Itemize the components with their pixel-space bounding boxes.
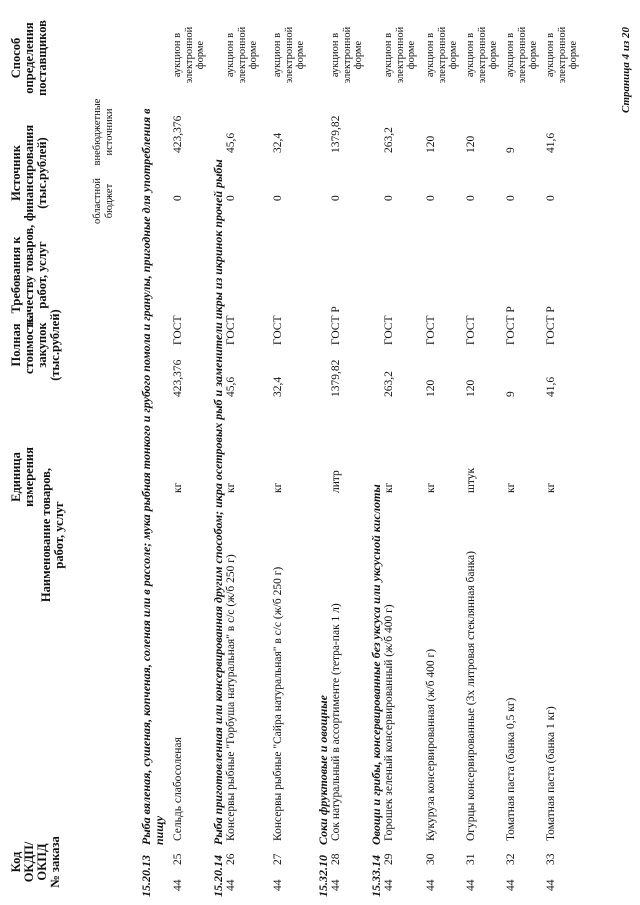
row-unit: кг — [505, 482, 517, 493]
header-unit: Единица измерения — [9, 447, 36, 507]
page-number: Страница 4 из 20 — [620, 26, 632, 113]
row-code-a: 44 — [172, 879, 184, 891]
row-name: Сок натуральный в ассортименте (тетра-пак 1 л) — [330, 603, 342, 841]
row-code-a: 44 — [330, 879, 342, 891]
row-cost: 9 — [505, 391, 517, 397]
row-name: Горошек зеленый консервированный (ж/б 400 г) — [383, 604, 395, 841]
row-code-a: 44 — [383, 879, 395, 891]
header-fin-regional: областной бюджет — [92, 178, 115, 224]
row-req: ГОСТ — [383, 315, 395, 345]
row-code-a: 44 — [272, 879, 284, 891]
row-code-a: 44 — [505, 879, 517, 891]
row-fin-regional: 0 — [383, 195, 395, 201]
section-title: Соки фруктовые и овощные — [316, 695, 330, 845]
row-req: ГОСТ Р — [545, 306, 557, 345]
header-financing: Источник финансирования (тыс.рублей) — [9, 124, 49, 222]
row-fin-extra: 120 — [465, 135, 477, 153]
row-cost: 423,376 — [172, 359, 184, 397]
row-unit: кг — [225, 482, 237, 493]
row-req: ГОСТ — [425, 315, 437, 345]
row-code-b: 26 — [225, 853, 237, 865]
row-fin-regional: 0 — [272, 195, 284, 201]
row-fin-extra: 41,6 — [545, 132, 557, 153]
section-title: Рыба вяленая, сушеная, копченая, соленая или в рассоле; мука рыбная тонкого и грубого помола и гранулы, пригодные для употребления в — [139, 108, 153, 845]
row-code-b: 25 — [172, 853, 184, 865]
section-title-cont: пищу — [152, 815, 166, 845]
row-fin-regional: 0 — [225, 195, 237, 201]
row-method: аукцион в электронной форме — [225, 26, 259, 84]
row-name: Огурцы консервированные (3х литровая стеклянная банка) — [465, 551, 477, 841]
row-code-b: 32 — [505, 853, 517, 865]
row-code-b: 29 — [383, 853, 395, 865]
row-cost: 120 — [465, 379, 477, 397]
row-fin-regional: 0 — [425, 195, 437, 201]
row-fin-extra: 423,376 — [172, 115, 184, 153]
row-code-b: 27 — [272, 853, 284, 865]
row-code-a: 44 — [545, 879, 557, 891]
row-req: ГОСТ — [272, 315, 284, 345]
row-code-a: 44 — [425, 879, 437, 891]
row-req: ГОСТ — [172, 315, 184, 345]
row-cost: 120 — [425, 379, 437, 397]
row-unit: штук — [465, 467, 477, 493]
row-unit: кг — [545, 482, 557, 493]
row-name: Сельдь слабосоленая — [172, 737, 184, 841]
section-title: Рыба приготовленная или консервированная другим способом; икра осетровых рыб и заменители икры из икринок прочей рыбы — [211, 159, 225, 845]
row-method: аукцион в электронной форме — [545, 26, 579, 84]
section-code: 15.20.13 — [139, 855, 153, 897]
row-req: ГОСТ Р — [330, 306, 342, 345]
header-method: Способ определения поставщиков — [9, 20, 49, 96]
row-cost: 45,6 — [225, 376, 237, 397]
section-title: Овощи и грибы, консервированные без уксуса или уксусной кислоты — [369, 484, 383, 845]
row-fin-extra: 9 — [505, 147, 517, 153]
row-req: ГОСТ Р — [505, 306, 517, 345]
row-method: аукцион в электронной форме — [425, 26, 459, 84]
row-method: аукцион в электронной форме — [465, 26, 499, 84]
row-fin-regional: 0 — [172, 195, 184, 201]
row-unit: кг — [383, 482, 395, 493]
row-name: Томатная паста (банка 1 кг) — [545, 706, 557, 841]
row-fin-regional: 0 — [505, 195, 517, 201]
row-code-b: 33 — [545, 853, 557, 865]
row-method: аукцион в электронной форме — [172, 26, 206, 84]
row-cost: 263,2 — [383, 371, 395, 397]
row-method: аукцион в электронной форме — [272, 26, 306, 84]
row-unit: кг — [172, 482, 184, 493]
row-fin-extra: 263,2 — [383, 127, 395, 153]
row-code-b: 28 — [330, 853, 342, 865]
row-req: ГОСТ — [465, 315, 477, 345]
header-fin-extra: внебюджетные источники — [92, 98, 115, 166]
row-cost: 32,4 — [272, 376, 284, 397]
row-req: ГОСТ — [225, 315, 237, 345]
section-code: 15.33.14 — [369, 855, 383, 897]
row-cost: 1379,82 — [330, 359, 342, 397]
header-name: Наименование товаров, работ, услуг — [39, 467, 66, 603]
header-cost: Полная стоимость закупок (тыс.рублей) — [9, 309, 62, 381]
row-unit: кг — [425, 482, 437, 493]
section-code: 15.32.10 — [316, 855, 330, 897]
row-fin-extra: 120 — [425, 135, 437, 153]
row-name: Кукуруза консервированная (ж/б 400 г) — [425, 648, 437, 841]
header-code: Код ОКДП/ ОКПД № заказа — [9, 836, 62, 888]
row-method: аукцион в электронной форме — [330, 26, 364, 84]
row-code-a: 44 — [225, 879, 237, 891]
row-unit: кг — [272, 482, 284, 493]
row-fin-extra: 32,4 — [272, 132, 284, 153]
row-name: Томатная паста (банка 0,5 кг) — [505, 697, 517, 841]
row-cost: 41,6 — [545, 376, 557, 397]
row-fin-regional: 0 — [465, 195, 477, 201]
row-fin-regional: 0 — [545, 195, 557, 201]
row-fin-extra: 45,6 — [225, 132, 237, 153]
row-code-b: 31 — [465, 853, 477, 865]
row-code-a: 44 — [465, 879, 477, 891]
row-name: Консервы рыбные "Сайра натуральная" в с/с (ж/б 250 г) — [272, 566, 284, 841]
row-unit: литр — [330, 470, 342, 493]
row-method: аукцион в электронной форме — [383, 26, 417, 84]
row-method: аукцион в электронной форме — [505, 26, 539, 84]
row-code-b: 30 — [425, 853, 437, 865]
row-name: Консервы рыбные "Горбуша натуральная" в с/с (ж/б 250 г) — [225, 554, 237, 841]
row-fin-extra: 1379,82 — [330, 115, 342, 153]
header-requirements: Требования к качеству товаров, работ, услуг — [9, 224, 49, 326]
section-code: 15.20.14 — [211, 855, 225, 897]
row-fin-regional: 0 — [330, 195, 342, 201]
